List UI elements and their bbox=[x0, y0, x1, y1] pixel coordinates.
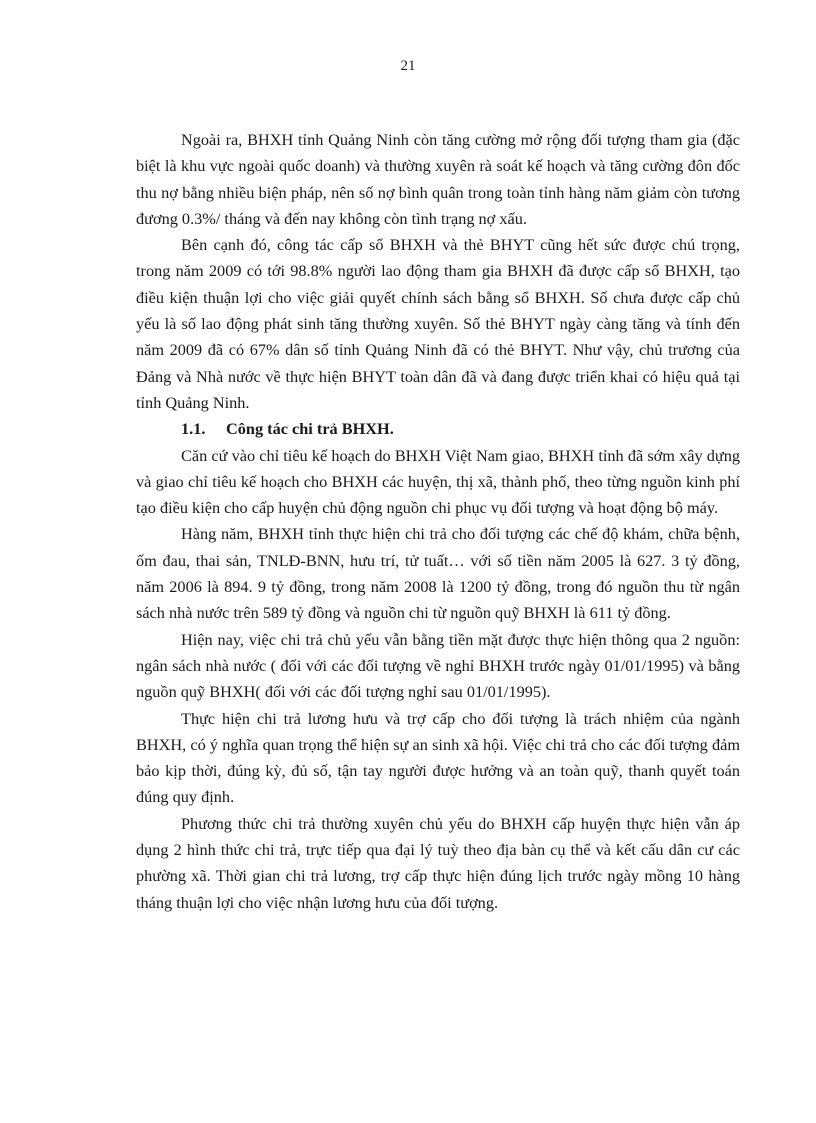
paragraph-cash-payment: Hiện nay, việc chi trả chủ yếu vẫn bằng tiền mặt được thực hiện thông qua 2 nguồn: ngân sách nhà nước ( đối với các đối tượng về nghỉ BHXH trước ngày 01/01/1995) và bằng nguồn quỹ BHXH( đối với các đối tượng nghỉ sau 01/01/1995). bbox=[136, 629, 740, 702]
page-number: 21 bbox=[400, 58, 416, 74]
paragraph-plan-targets: Căn cứ vào chỉ tiêu kế hoạch do BHXH Việt Nam giao, BHXH tỉnh đã sớm xây dựng và giao chỉ tiêu kế hoạch cho BHXH các huyện, thị xã, thành phố, theo từng nguồn kinh phí tạo điều kiện cho cấp huyện chủ động nguồn chi phục vụ đối tượng và hoạt động bộ máy. bbox=[136, 445, 740, 518]
paragraph-pension-responsibility: Thực hiện chi trả lương hưu và trợ cấp cho đối tượng là trách nhiệm của ngành BHXH, có ý nghĩa quan trọng thể hiện sự an sinh xã hội. Việc chi trả cho các đối tượng đảm bảo kịp thời, đúng kỳ, đủ số, tận tay người được hưởng và an toàn quỹ, thanh quyết toán đúng quy định. bbox=[136, 708, 740, 807]
document-body bbox=[136, 127, 740, 916]
section-heading bbox=[136, 416, 740, 442]
paragraph-expand-coverage: Ngoài ra, BHXH tỉnh Quảng Ninh còn tăng cường mở rộng đối tượng tham gia (đặc biệt là khu vực ngoài quốc doanh) và thường xuyên rà soát kế hoạch và tăng cường đôn đốc thu nợ bằng nhiều biện pháp, nên số nợ bình quân trong toàn tỉnh hàng năm giảm còn tương đương 0.3%/ tháng và đến nay không còn tình trạng nợ xấu. bbox=[136, 130, 740, 228]
section-title: Công tác chi trả BHXH. bbox=[226, 419, 394, 439]
section-number: 1.1. bbox=[181, 419, 206, 439]
paragraph-insurance-cards: Bên cạnh đó, công tác cấp sổ BHXH và thẻ BHYT cũng hết sức được chú trọng, trong năm 2009 có tới 98.8% người lao động tham gia BHXH đã được cấp sổ BHXH, tạo điều kiện thuận lợi cho việc giải quyết chính sách bằng sổ BHXH. Số chưa được cấp chủ yếu là số lao động phát sinh tăng thường xuyên. Số thẻ BHYT ngày càng tăng và tính đến năm 2009 đã có 67% dân số tỉnh Quảng Ninh đã có thẻ BHYT. Như vậy, chủ trương của Đảng và Nhà nước về thực hiện BHYT toàn dân đã và đang được triển khai có hiệu quả tại tỉnh Quảng Ninh. bbox=[136, 235, 740, 412]
paragraph-annual-payments: Hàng năm, BHXH tỉnh thực hiện chi trả cho đối tượng các chế độ khám, chữa bệnh, ốm đau, thai sản, TNLĐ-BNN, hưu trí, tử tuất… với số tiền năm 2005 là 627. 3 tỷ đồng, năm 2006 là 894. 9 tỷ đồng, trong năm 2008 là 1200 tỷ đồng, trong đó nguồn thu từ ngân sách nhà nước trên 589 tỷ đồng và nguồn chi từ nguồn quỹ BHXH là 611 tỷ đồng. bbox=[136, 524, 740, 623]
paragraph-payment-method: Phương thức chi trả thường xuyên chủ yếu do BHXH cấp huyện thực hiện vẫn áp dụng 2 hình thức chi trả, trực tiếp qua đại lý tuỳ theo địa bàn cụ thể và kết cấu dân cư các phường xã. Thời gian chi trả lương, trợ cấp thực hiện đúng lịch trước ngày mồng 10 hàng tháng thuận lợi cho việc nhận lương hưu của đối tượng. bbox=[136, 813, 740, 912]
